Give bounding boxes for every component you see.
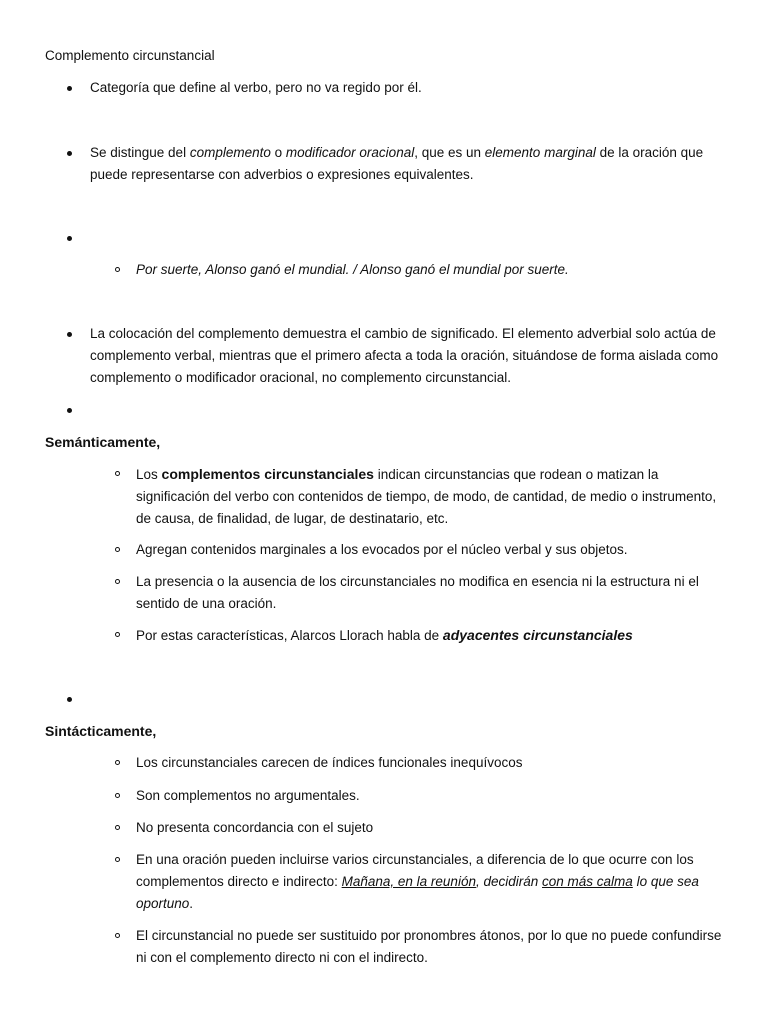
text-run: o [270,145,286,160]
document-title: Complemento circunstancial [45,48,215,63]
sub-bullet-item: Los circunstanciales carecen de índices funcionales inequívocos [136,752,726,774]
text-run: . [189,896,194,911]
bullet-item: Categoría que define al verbo, pero no va regido por él. [90,77,730,99]
bullet-item: La colocación del complemento demuestra el cambio de significado. El elemento adverbial solo actúa de complemento verbal, mientras que el primero afecta a toda la oración, situándose de forma aislada como complemento o modificador oracional, no complemento circunstancial. [90,323,730,389]
text-run: Los [136,467,162,482]
sub-bullet-item: Son complementos no argumentales. [136,785,726,807]
text-run: indican circunstancias que rodean o matizan la significación del verbo con contenidos de tiempo, de modo, de cantidad, de medio o instrumento, de causa, de finalidad, de lugar, de destinatario, etc. [136,467,717,526]
sub-bullet-item: Agregan contenidos marginales a los evocados por el núcleo verbal y sus objetos. [136,539,726,561]
sub-bullet-item [136,849,726,915]
sub-bullet-item: El circunstancial no puede ser sustituido por pronombres átonos, por lo que no puede confundirse ni con el complemento directo ni con el indirecto. [136,925,726,969]
italic-run: modificador oracional [285,145,415,160]
empty-bullet [67,697,72,702]
underlined-italic-run: con más calma [542,874,633,889]
sub-bullet-item [136,624,726,647]
bold-run: complementos circunstanciales [161,466,374,482]
italic-run: , decidirán [475,874,543,889]
text-run: Se distingue del [90,145,190,160]
sub-bullet-item: No presenta concordancia con el sujeto [136,817,726,839]
bullet-item [90,142,730,186]
text-run: Por estas características, Alarcos Llorach habla de [136,628,443,643]
empty-bullet [67,408,72,413]
sub-bullet-item: La presencia o la ausencia de los circunstanciales no modifica en esencia ni la estructura ni el sentido de una oración. [136,571,726,615]
empty-bullet [67,236,72,241]
bold-italic-run: adyacentes circunstanciales [442,627,633,643]
sub-bullet-item [136,463,726,530]
sub-bullet-item [136,259,726,281]
section-heading-syntactic: Sintácticamente, [45,723,157,739]
underlined-italic-run: Mañana, en la reunión [341,874,476,889]
text-run: , que es un [414,145,485,160]
example-sentence: Por suerte, Alonso ganó el mundial. / Alonso ganó el mundial por suerte. [136,262,569,277]
italic-run: complemento [189,145,271,160]
text-run: En una oración pueden incluirse varios circunstanciales, a diferencia de lo que ocurre con los complementos directo e indirecto: [136,852,694,889]
italic-run: elemento marginal [484,145,596,160]
italic-run: lo que sea oportuno [136,874,699,911]
text-run: de la oración que puede representarse con adverbios o expresiones equivalentes. [90,145,704,182]
section-heading-semantic: Semánticamente, [45,434,161,450]
